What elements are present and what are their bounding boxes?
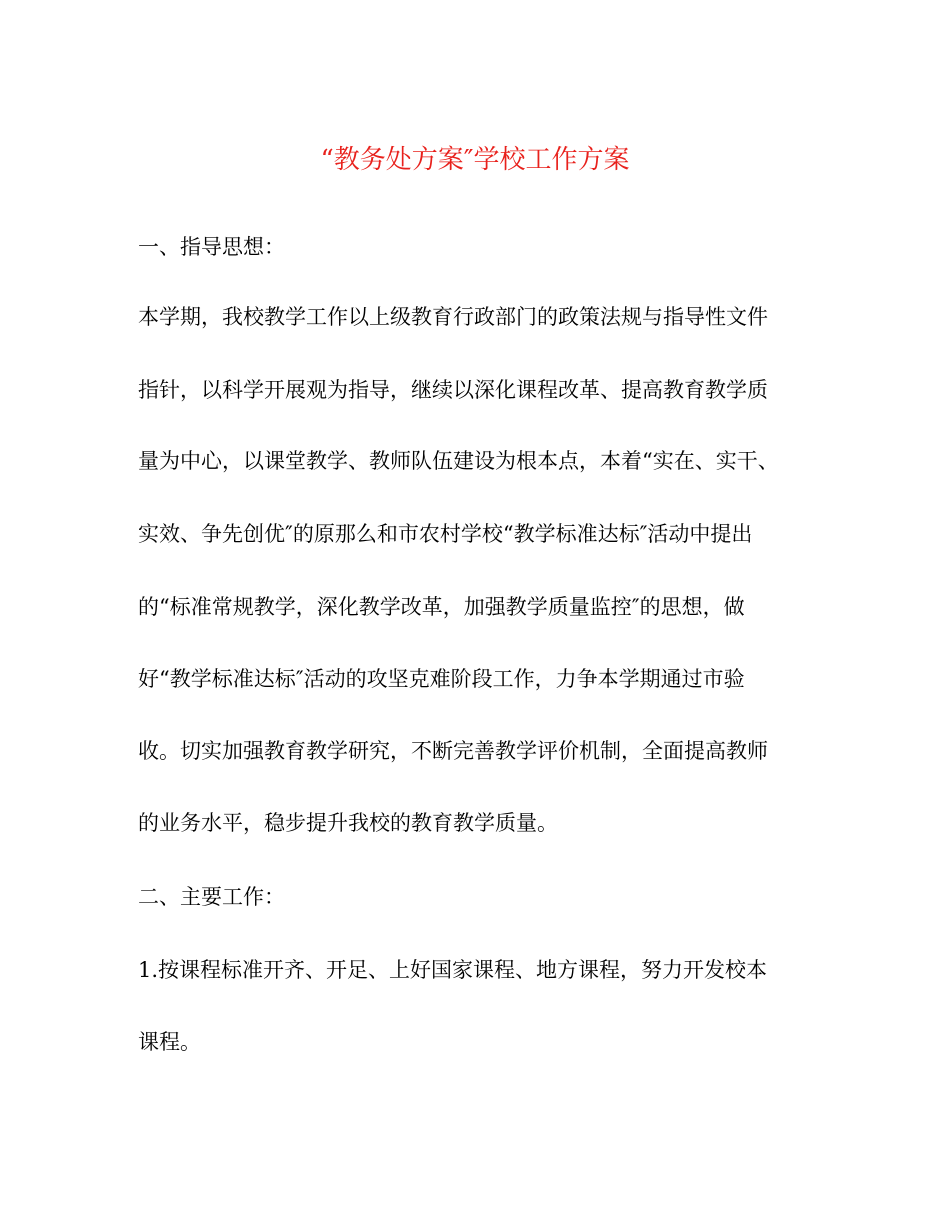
- list-item-line: 1.按课程标准开齐、开足、上好国家课程、地方课程，努力开发校本: [138, 958, 768, 982]
- paragraph-line: 本学期，我校教学工作以上级教育行政部门的政策法规与指导性文件: [138, 305, 768, 329]
- heading-main-work: 二、主要工作：: [138, 885, 285, 909]
- paragraph-line: 指针，以科学开展观为指导，继续以深化课程改革、提高教育教学质: [138, 378, 768, 402]
- list-item-line: 课程。: [138, 1030, 201, 1054]
- heading-guiding-ideology: 一、指导思想：: [138, 235, 285, 259]
- paragraph-line: 收。切实加强教育教学研究，不断完善教学评价机制，全面提高教师: [138, 739, 768, 763]
- paragraph-line: 的“标准常规教学，深化教学改革，加强教学质量监控″的思想，做: [138, 595, 745, 619]
- document-title: “教务处方案″学校工作方案: [320, 145, 630, 175]
- paragraph-line: 量为中心，以课堂教学、教师队伍建设为根本点，本着“实在、实干、: [138, 449, 779, 473]
- paragraph-line: 好“教学标准达标″活动的攻坚克难阶段工作，力争本学期通过市验: [138, 667, 745, 691]
- paragraph-line: 实效、争先创优″的原那么和市农村学校“教学标准达标″活动中提出: [138, 522, 753, 546]
- paragraph-line: 的业务水平，稳步提升我校的教育教学质量。: [138, 811, 558, 835]
